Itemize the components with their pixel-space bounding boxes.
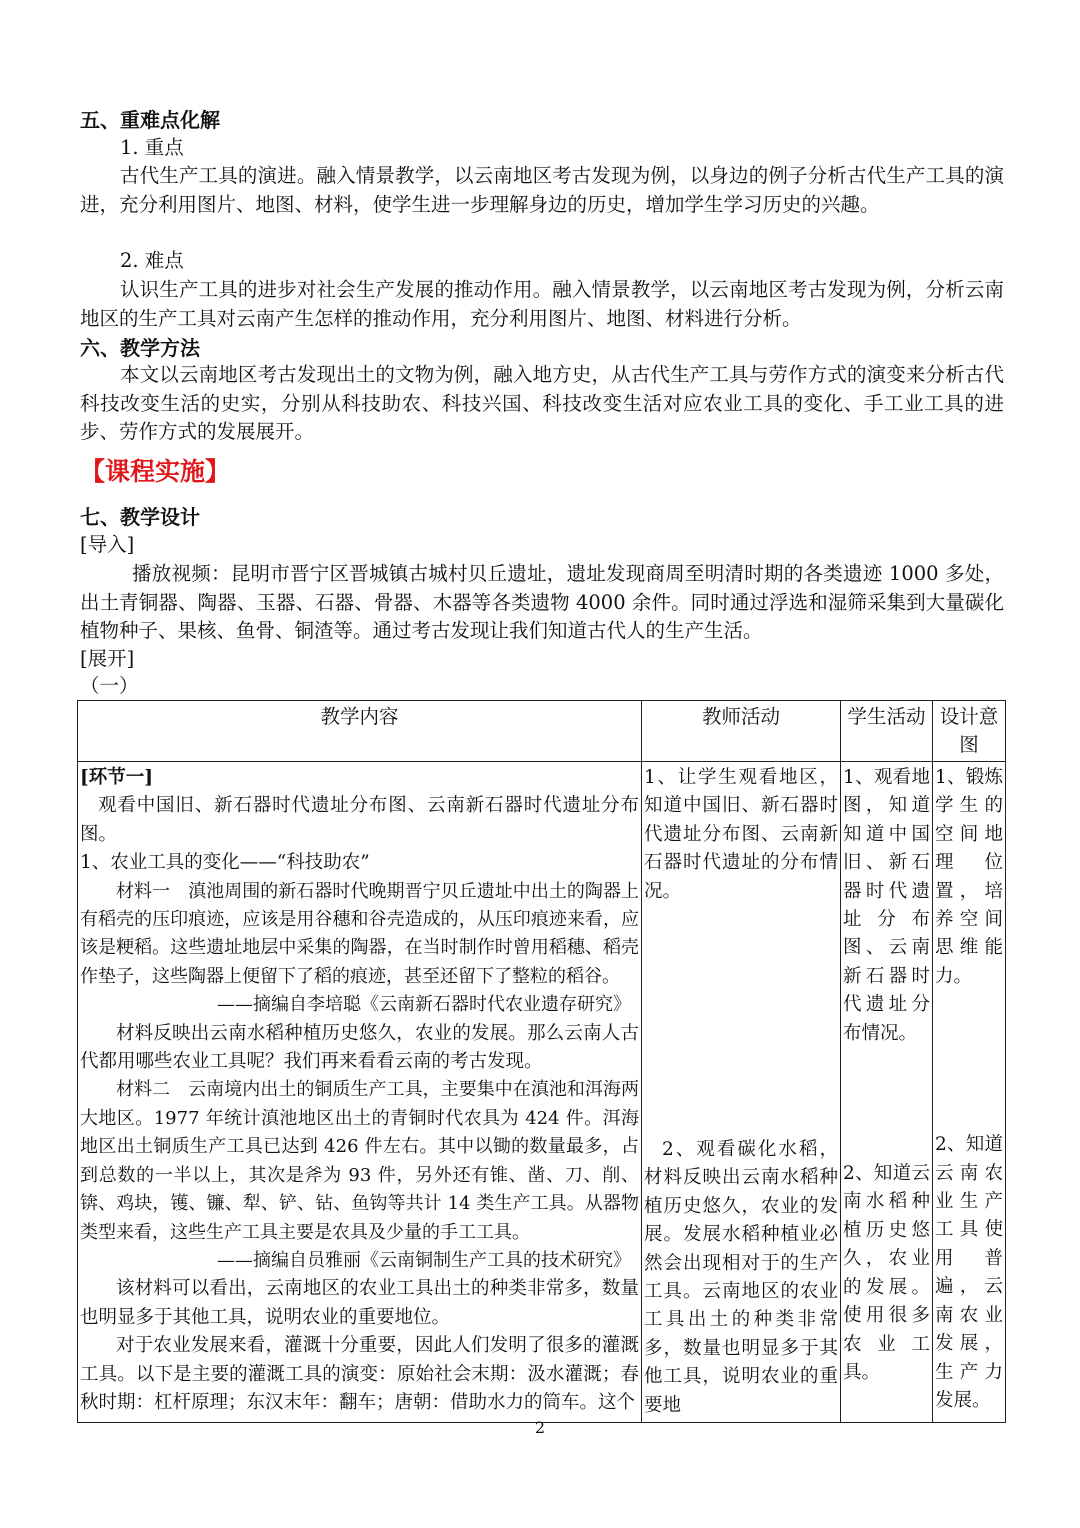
- content-p5: 对于农业发展来看，灌溉十分重要，因此人们发明了很多的灌溉工具。以下是主要的灌溉工具的演变：原始社会末期：汲水灌溉；春秋时期：杠杆原理；东汉末年：翻车；唐朝：借助水力的筒车。这个: [80, 1335, 639, 1413]
- teacher-cell: [642, 762, 841, 1423]
- content-p2: 1、农业工具的变化——“科技助农”: [80, 852, 370, 874]
- expand-label: [展开]: [80, 647, 135, 670]
- section-5-1-text: 古代生产工具的演进。融入情景教学，以云南地区考古发现为例，以身边的例子分析古代生产工具的演进，充分利用图片、地图、材料，使学生进一步理解身边的历史，增加学生学习历史的兴趣。: [80, 164, 1004, 216]
- content-p4: 该材料可以看出，云南地区的农业工具出土的种类非常多，数量也明显多于其他工具，说明农业的重要地位。: [80, 1278, 639, 1328]
- header-student: 学生活动: [841, 701, 933, 762]
- teacher-activity-1: 1、让学生观看地区，知道中国旧、新石器时代遗址分布图、云南新石器时代遗址的分布情况。: [644, 767, 838, 902]
- content-p3: 材料反映出云南水稻种植历史悠久，农业的发展。那么云南人古代都用哪些农业工具呢？我们再来看看云南的考古发现。: [80, 1022, 639, 1073]
- teaching-design-table: [77, 700, 1006, 1423]
- material-2: 材料二 云南境内出土的铜质生产工具，主要集中在滇池和洱海两大地区。1977 年统计滇池地区出土的青铜时代农具为 424 件。洱海地区出土铜质生产工具已达到 426 件左右。其中以锄的数量最多，占到总数的一半以上，其次是斧为 93 件，另外还有锥、凿、刀、削、锛、鸡块，镬、镰、犁、铲、钻、鱼钩等共计 14 类生产工具。从器物类型来看，这些生产工具主要是农具及少量的手工工具。: [80, 1079, 639, 1243]
- section-5-2-text: 认识生产工具的进步对社会生产发展的推动作用。融入情景教学，以云南地区考古发现为例，分析云南地区的生产工具对云南产生怎样的推动作用，充分利用图片、地图、材料进行分析。: [80, 278, 1004, 330]
- section-7-title: 七、教学设计: [80, 505, 200, 529]
- material-2-source: ——摘编自员雅丽《云南铜制生产工具的技术研究》: [217, 1249, 631, 1271]
- page-number: 2: [534, 1418, 546, 1437]
- link-label: [环节一]: [80, 767, 154, 788]
- section-5-2-title: 2. 难点: [120, 249, 184, 272]
- teacher-activity-2: 2、观看碳化水稻，材料反映出云南水稻种植历史悠久，农业的发展。发展水稻种植业必然会出现相对于的生产工具。云南地区的农业工具出土的种类非常多，数量也明显多于其他工具，说明农业的重要地: [644, 1139, 838, 1416]
- table-row: [78, 762, 1006, 1423]
- header-content: 教学内容: [78, 701, 642, 762]
- section-6-text: 本文以云南地区考古发现出土的文物为例，融入地方史，从古代生产工具与劳作方式的演变来分析古代科技改变生活的史实，分别从科技助农、科技兴国、科技改变生活对应农业工具的变化、手工业工具的进步、劳作方式的发展展开。: [80, 363, 1004, 443]
- section-6-title: 六、教学方法: [80, 336, 200, 360]
- section-5-title: 五、重难点化解: [80, 108, 220, 132]
- student-cell: [841, 762, 933, 1423]
- student-activity-2: 2、知道云南水稻种植历史悠久，农业的发展。使用很多农业工具。: [843, 1163, 930, 1383]
- header-teacher: 教师活动: [642, 701, 841, 762]
- intro-label: [导入]: [80, 533, 135, 556]
- content-cell: [78, 762, 642, 1423]
- design-intent-2: 2、知道云南农业生产工具使用普遍，云南农业发展，生产力发展。: [935, 1134, 1003, 1411]
- header-design: 设计意图: [933, 701, 1006, 762]
- material-1-source: ——摘编自李培聪《云南新石器时代农业遗存研究》: [217, 994, 631, 1016]
- content-p1: 观看中国旧、新石器时代遗址分布图、云南新石器时代遗址分布图。: [80, 795, 639, 845]
- table-header-row: [78, 701, 1006, 762]
- student-activity-1: 1、观看地图，知道知道中国旧、新石器时代遗址分布图、云南新石器时代遗址分布情况。: [843, 767, 930, 1044]
- course-implementation-heading: 【课程实施】: [80, 457, 231, 486]
- section-5-1-title: 1. 重点: [120, 136, 184, 159]
- design-cell: [933, 762, 1006, 1423]
- design-intent-1: 1、锻炼学生的空间地理位置，培养空间思维能力。: [935, 767, 1003, 987]
- material-1: 材料一 滇池周围的新石器时代晚期晋宁贝丘遗址中出土的陶器上有稻壳的压印痕迹，应该是用谷穗和谷壳造成的，从压印痕迹来看，应该是粳稻。这些遗址地层中采集的陶器，在当时制作时曾用稻穗、稻壳作垫子，这些陶器上便留下了稻的痕迹，甚至还留下了整粒的稻谷。: [80, 880, 639, 987]
- part-label: （一）: [80, 674, 139, 697]
- intro-text: 播放视频：昆明市晋宁区晋城镇古城村贝丘遗址，遗址发现商周至明清时期的各类遗迹 1000 多处，出土青铜器、陶器、玉器、石器、骨器、木器等各类遗物 4000 余件。同时通过浮选和湿筛采集到大量碳化植物种子、果核、鱼骨、铜渣等。通过考古发现让我们知道古代人的生产生活。: [80, 562, 1004, 642]
